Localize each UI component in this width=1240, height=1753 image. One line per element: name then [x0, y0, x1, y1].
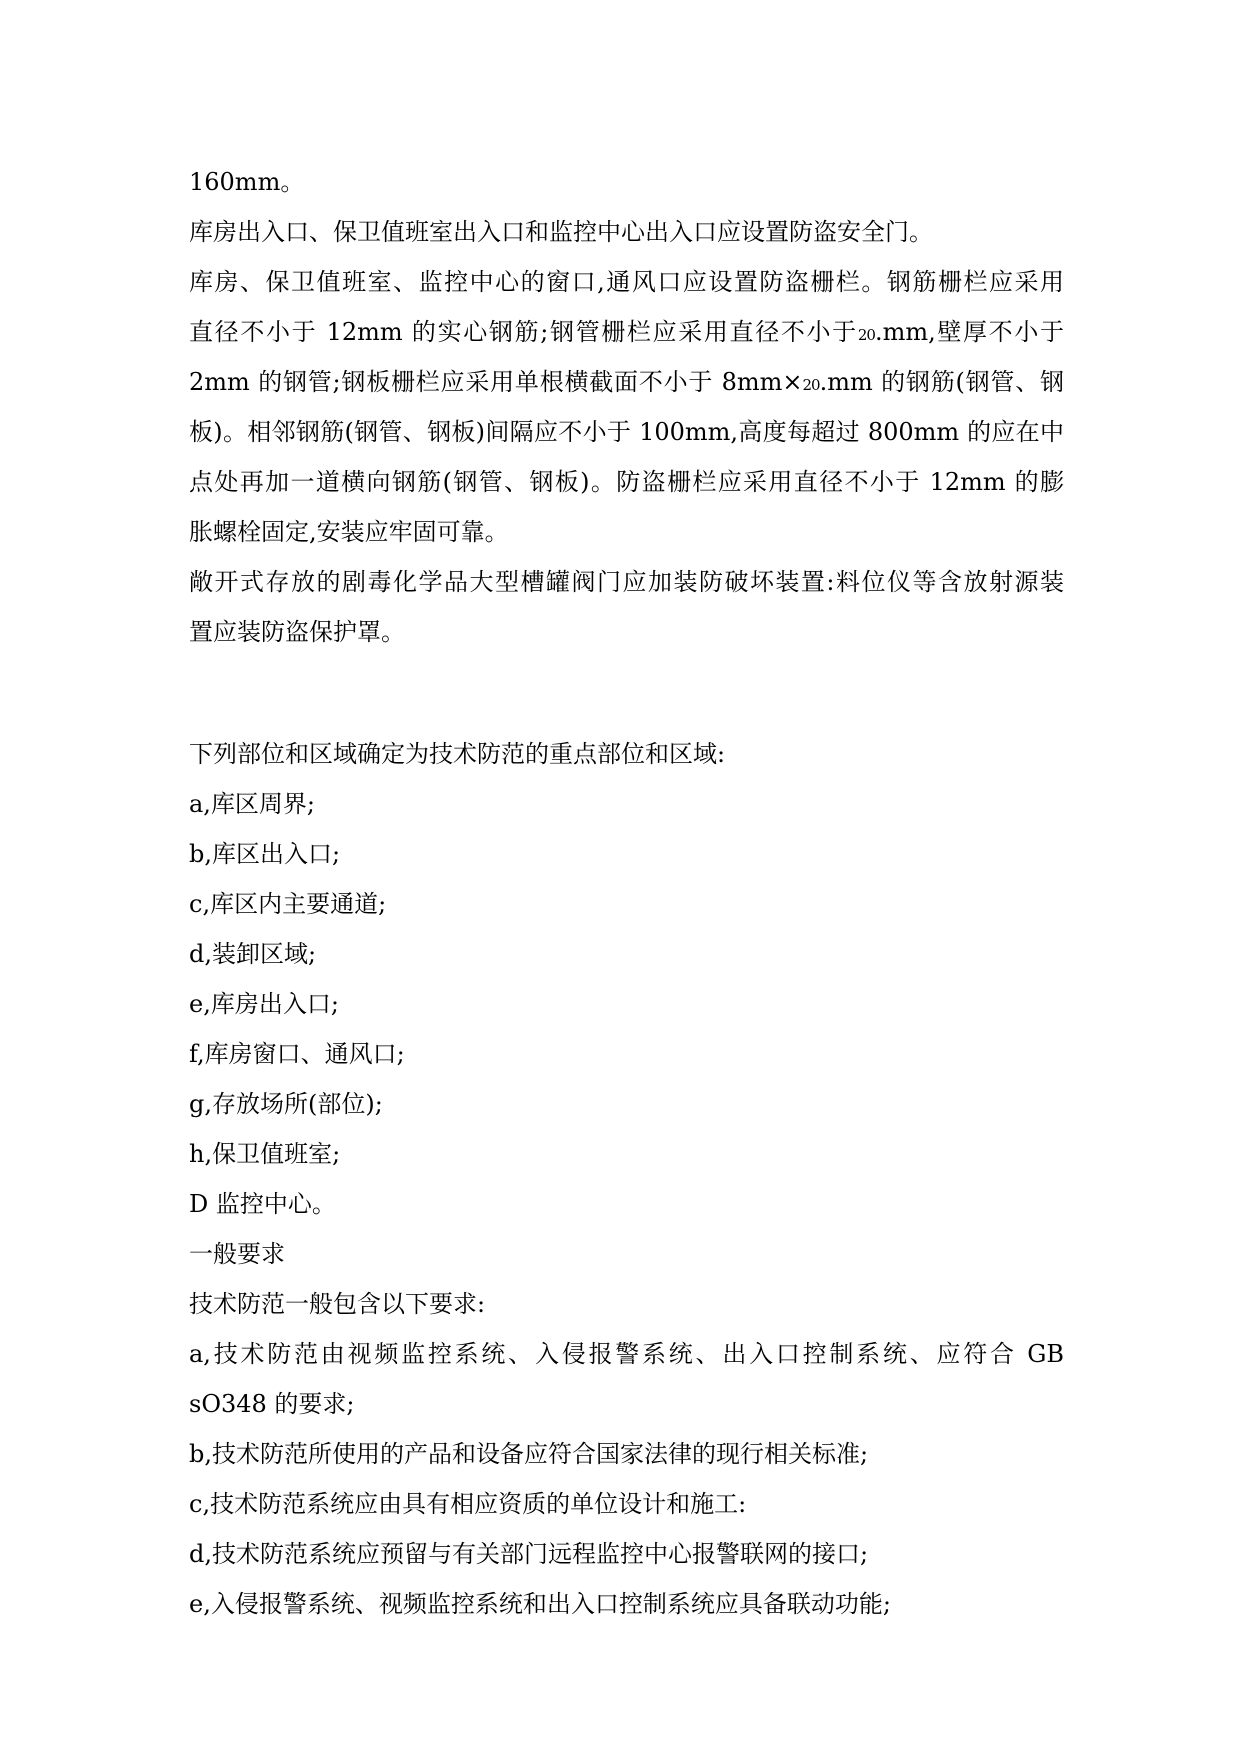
list-item: d,技术防范系统应预留与有关部门远程监控中心报警联网的接口; — [189, 1540, 869, 1568]
text-segment: .mm 的钢筋(钢管、钢 — [819, 368, 1065, 396]
text-line: sO348 的要求; — [189, 1390, 355, 1418]
list-item: f,库房窗口、通风口; — [189, 1040, 405, 1068]
list-item: a,技术防范由视频监控系统、入侵报警系统、出入口控制系统、应符合 GB — [189, 1340, 1064, 1368]
list-item: d,装卸区域; — [189, 940, 317, 968]
list-item: e,入侵报警系统、视频监控系统和出入口控制系统应具备联动功能; — [189, 1590, 891, 1618]
small-number: 20 — [802, 376, 820, 394]
text-line: 库房出入口、保卫值班室出入口和监控中心出入口应设置防盗安全门。 — [189, 218, 933, 246]
text-line: 160mm。 — [189, 168, 305, 196]
text-line: 点处再加一道横向钢筋(钢管、钢板)。防盗栅栏应采用直径不小于 12mm 的膨 — [189, 468, 1064, 496]
list-item: D 监控中心。 — [189, 1190, 336, 1218]
list-item: a,库区周界; — [189, 790, 316, 818]
list-item: b,库区出入口; — [189, 840, 341, 868]
text-line — [189, 357, 1064, 407]
text-line: 技术防范一般包含以下要求: — [189, 1290, 486, 1318]
section-heading: 一般要求 — [189, 1240, 285, 1268]
list-item: c,库区内主要通道; — [189, 890, 387, 918]
text-segment: .mm,壁厚不小于 — [874, 318, 1064, 346]
section-bottom — [189, 729, 1064, 1629]
list-item: c,技术防范系统应由具有相应资质的单位设计和施工: — [189, 1490, 747, 1518]
text-line: 库房、保卫值班室、监控中心的窗口,通风口应设置防盗栅栏。钢筋栅栏应采用 — [189, 268, 1064, 296]
section-top — [189, 157, 1064, 657]
text-line: 敞开式存放的剧毒化学品大型槽罐阀门应加装防破坏装置:料位仪等含放射源装 — [189, 568, 1064, 596]
list-item: h,保卫值班室; — [189, 1140, 341, 1168]
list-item: g,存放场所(部位); — [189, 1090, 383, 1118]
small-number: 20 — [857, 326, 875, 344]
text-segment: 2mm 的钢管;钢板栅栏应采用单根横截面不小于 8mm× — [189, 368, 803, 396]
text-line: 置应装防盗保护罩。 — [189, 618, 405, 646]
text-line: 胀螺栓固定,安装应牢固可靠。 — [189, 518, 509, 546]
text-segment: 直径不小于 12mm 的实心钢筋;钢管栅栏应采用直径不小于 — [189, 318, 858, 346]
text-line: 板)。相邻钢筋(钢管、钢板)间隔应不小于 100mm,高度每超过 800mm 的应在中 — [189, 418, 1064, 446]
text-line: 下列部位和区域确定为技术防范的重点部位和区域: — [189, 740, 726, 768]
text-line — [189, 307, 1064, 357]
list-item: e,库房出入口; — [189, 990, 339, 1018]
list-item: b,技术防范所使用的产品和设备应符合国家法律的现行相关标准; — [189, 1440, 869, 1468]
